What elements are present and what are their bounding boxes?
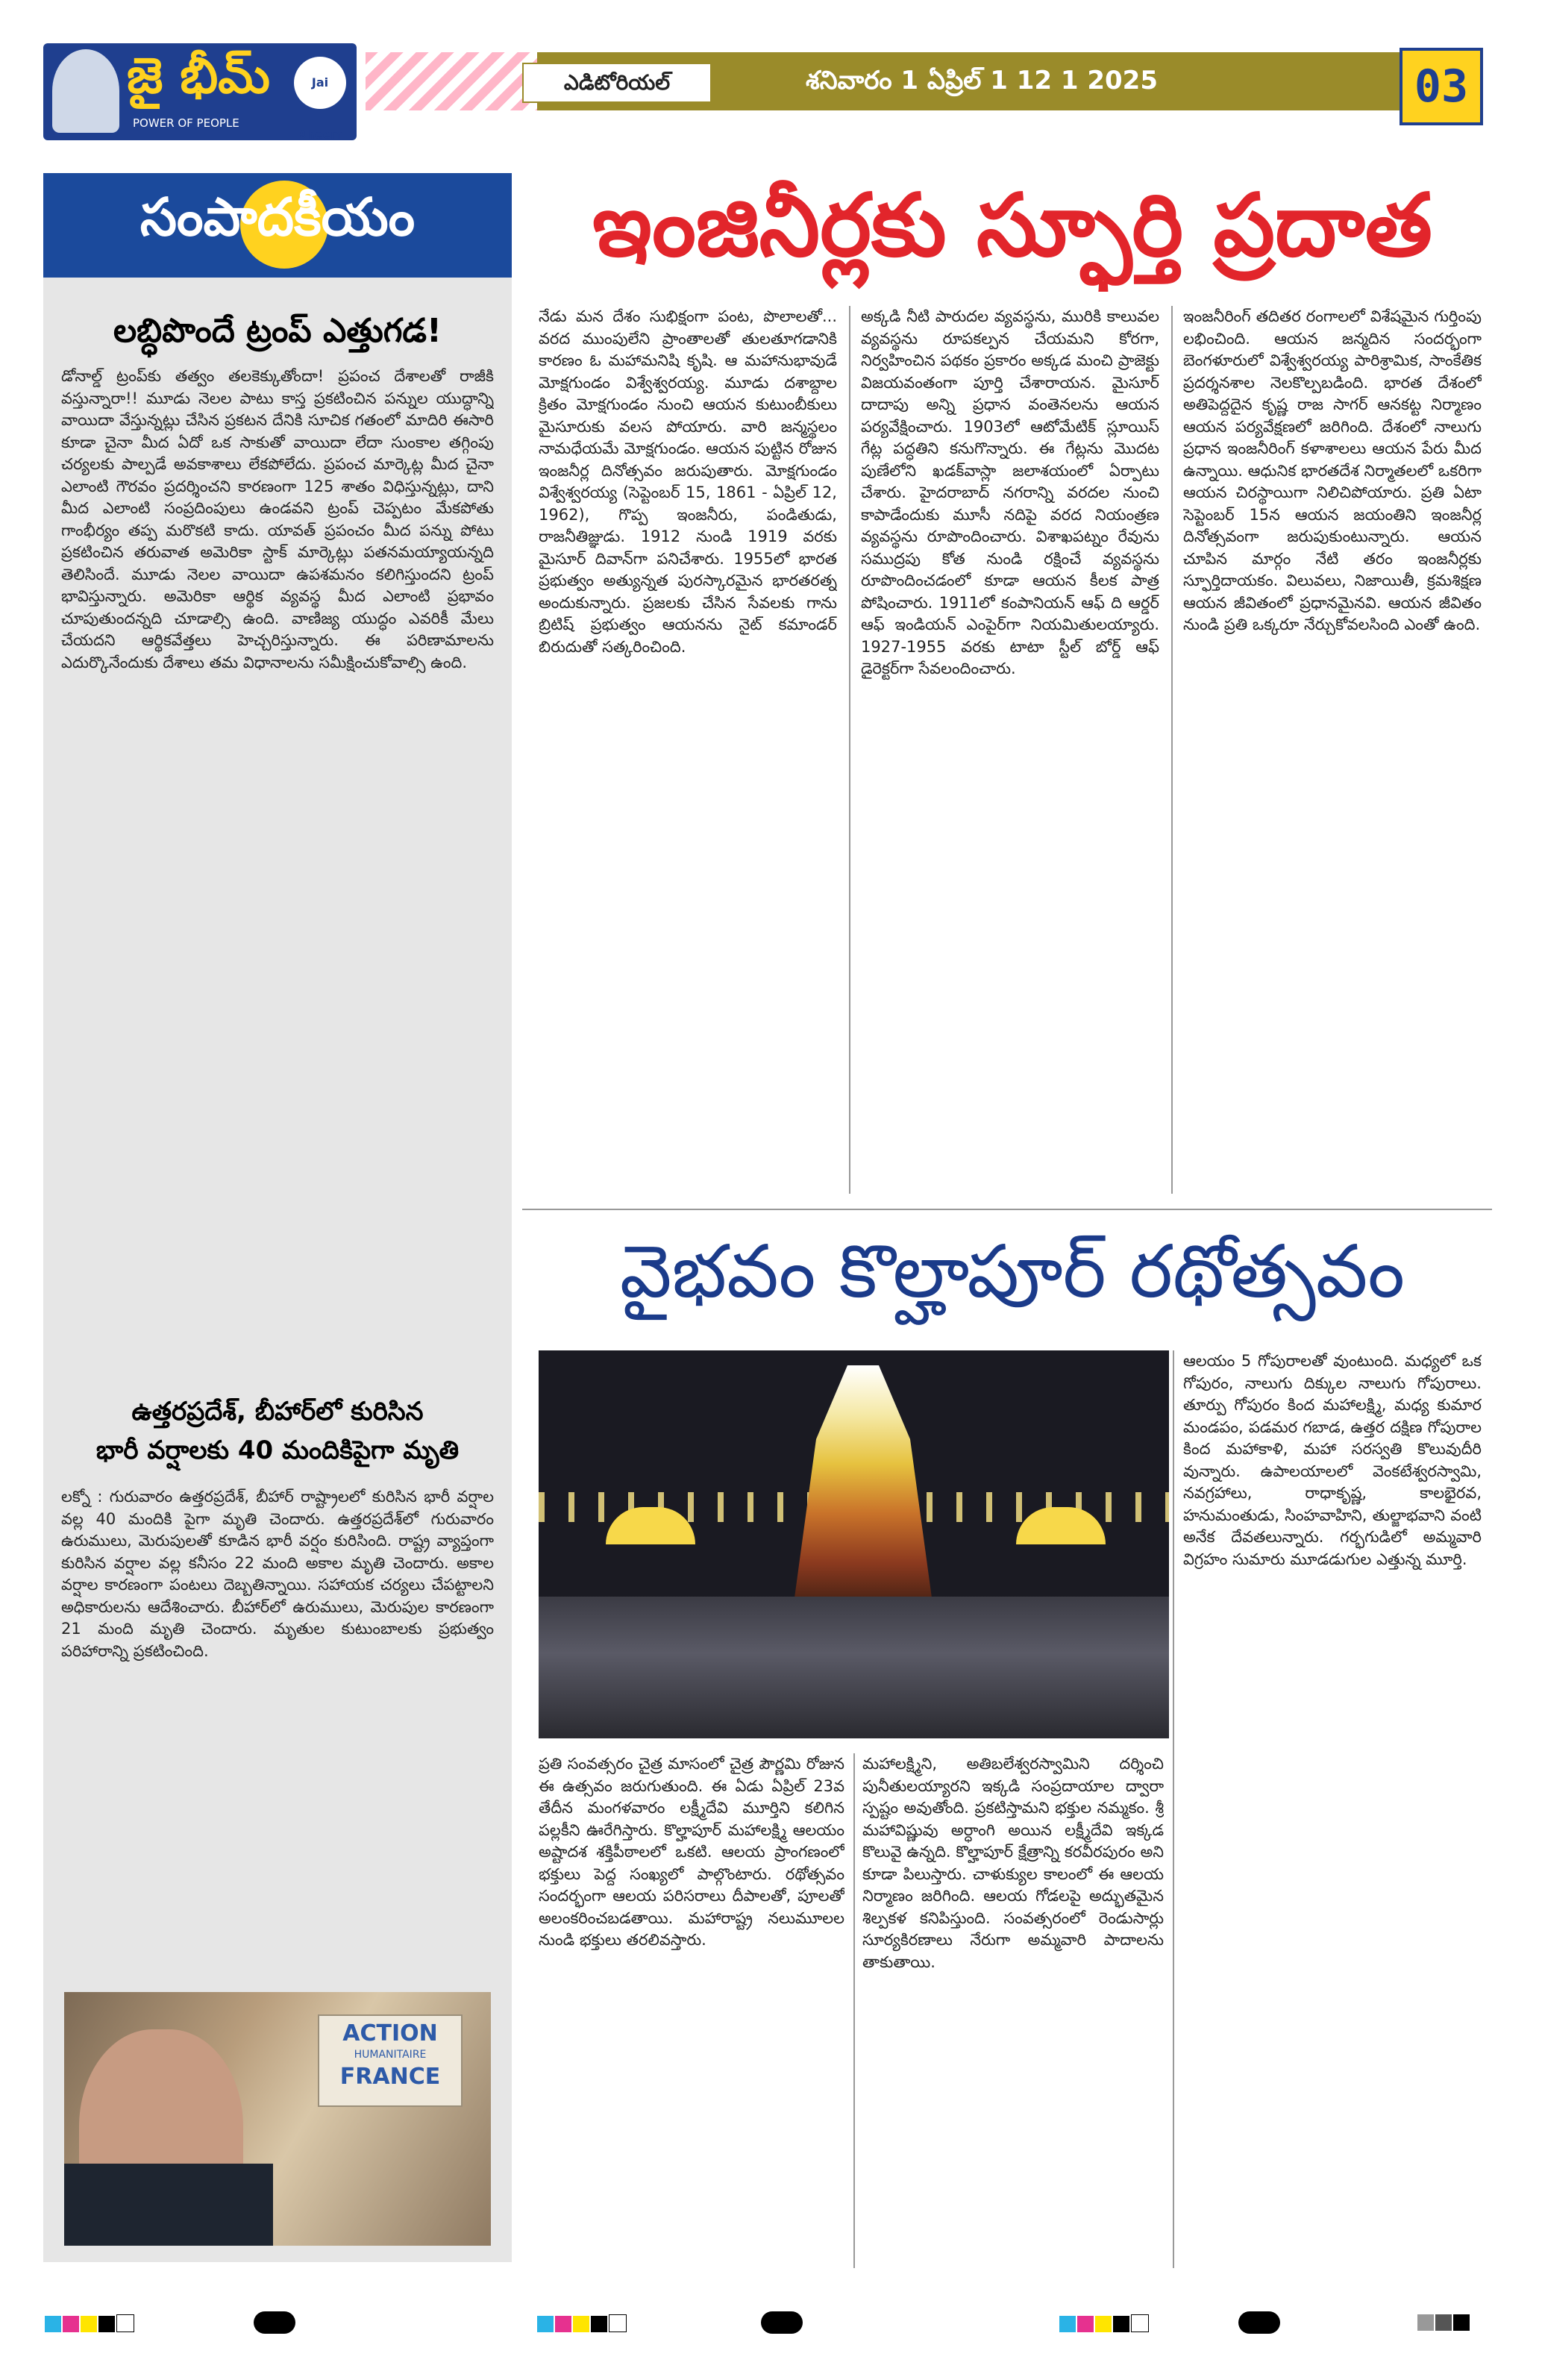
logo-tagline: POWER OF PEOPLE <box>133 116 239 130</box>
section-label: ఎడిటోరియల్ <box>522 63 712 103</box>
page-number: 03 <box>1400 48 1483 125</box>
main-article-col-1: నేడు మన దేశం సుభిక్షంగా పంట, పొలాలతో... వరద ముంపులేని ప్రాంతాలతో తులతూగడానికి కారణం ఓ మహామనిషి కృషి. ఆ మహానుభావుడే మోక్షగుండం విశ్వేశ్వరయ్య. మూడు దశాబ్దాల క్రితం మోక్షగుండం నుంచి ఆయన కుటుంబీకులు మైసూరుకు వలస పోయారు. వారి జన్మస్థలం నామధేయమే మోక్షగుండం. ఆయన పుట్టిన రోజున ఇంజనీర్ల దినోత్సవం జరుపుతారు. మోక్షగుండం విశ్వేశ్వరయ్య (సెప్టెంబర్ 15, 1861 - ఏప్రిల్ 12, 1962), గొప్ప ఇంజనీరు, పండితుడు, రాజనీతిజ్ఞుడు. 1912 నుండి 1919 వరకు మైసూర్ దివాన్‌గా పనిచేశారు. 1955లో భారత ప్రభుత్వం అత్యున్నత పురస్కారమైన భారతరత్న అందుకున్నారు. ప్రజలకు చేసిన సేవలకు గాను బ్రిటిష్ ప్రభుత్వం ఆయనను నైట్ కమాండర్ బిరుదుతో సత్కరించింది. <box>539 307 837 656</box>
registration-marks-mid <box>537 2314 628 2332</box>
chariot <box>785 1365 941 1612</box>
column-divider <box>853 1753 855 2268</box>
registration-pill <box>254 2311 295 2334</box>
chariot-festival-photo <box>539 1350 1169 1738</box>
column-divider <box>1171 306 1173 1194</box>
second-headline: వైభవం కొల్హాపూర్ రథోత్సవం <box>619 1230 1405 1315</box>
column-divider <box>849 306 850 1194</box>
emblem-icon: Jai Bheem <box>294 57 346 109</box>
news-photo <box>64 1992 491 2246</box>
main-article-col-2: అక్కడి నీటి పారుదల వ్యవస్థను, మురికి కాలువల వ్యవస్థను రూపకల్పన చేయమని కోరగా, నిర్వహించిన పథకం ప్రకారం అక్కడ మంచి ప్రాజెక్టు విజయవంతంగా పూర్తి చేశారాయన. మైసూర్ దాదాపు అన్ని ప్రధాన వంతెనలను ఆయన పర్యవేక్షించారు. 1903లో ఆటోమేటిక్ స్లూయిస్ గేట్ల పద్ధతిని కనుగొన్నారు. ఈ గేట్లను మొదట పుణేలోని ఖడక్‌వాస్లా జలాశయంలో ఏర్పాటు చేశారు. హైదరాబాద్ నగరాన్ని వరదల నుంచి కాపాడేందుకు మూసీ నదిపై వరద నియంత్రణ వ్యవస్థను రూపొందించారు. విశాఖపట్నం రేవును సముద్రపు కోత నుండి రక్షించే వ్యవస్థను రూపొందించడంలో కూడా ఆయన కీలక పాత్ర పోషించారు. 1911లో కంపానియన్ ఆఫ్ ది ఆర్డర్ ఆఫ్ ఇండియన్ ఎంపైర్‌గా నియమితులయ్యారు. 1927-1955 వరకు టాటా స్టీల్ బోర్డ్ ఆఫ్ డైరెక్టర్‌గా సేవలందించారు. <box>861 307 1159 677</box>
registration-marks-right <box>1059 2314 1150 2332</box>
logo-title: జై భీమ్ <box>127 46 270 104</box>
section-rule <box>522 1209 1492 1210</box>
sign-text-1: ACTION <box>342 2020 438 2047</box>
portrait-image <box>52 49 119 133</box>
second-article-col-right: ఆలయం 5 గోపురాలతో వుంటుంది. మధ్యలో ఒక గోపురం, నాలుగు దిక్కుల నాలుగు గోపురాలు. తూర్పు గోపురం కింద మహాలక్ష్మి, మధ్య కుమార మండపం, పడమర గబాడ, ఉత్తర దక్షిణ గోపురాల కింద మహాకాళి, మహా సరస్వతి కొలువుదీరి వున్నారు. ఉపాలయాలలో వెంకటేశ్వరస్వామి, నవగ్రహాలు, రాధాకృష్ణ, కాలభైరవ, హనుమంతుడు, సింహవాహిని, తుల్జాభవాని వంటి అనేక దేవతలున్నారు. గర్భగుడిలో అమ్మవారి విగ్రహం సుమారు మూడడుగుల ఎత్తున్న మూర్తి. <box>1183 1352 1482 1568</box>
aid-sign <box>318 2014 463 2107</box>
second-article-col-left: ప్రతి సంవత్సరం చైత్ర మాసంలో చైత్ర పౌర్ణమి రోజున ఈ ఉత్సవం జరుగుతుంది. ఈ ఏడు ఏప్రిల్ 23వ తేదీన మంగళవారం లక్ష్మీదేవి మూర్తిని కలిగిన పల్లకీని ఊరేగిస్తారు. కొల్హాపూర్ మహాలక్ష్మి ఆలయం అష్టాదశ శక్తిపీఠాలలో ఒకటి. ఆలయ ప్రాంగణంలో భక్తులు పెద్ద సంఖ్యలో పాల్గొంటారు. రథోత్సవం సందర్భంగా ఆలయ పరిసరాలు దీపాలతో, పూలతో అలంకరించబడతాయి. మహారాష్ట్ర నలుమూలల నుండి భక్తులు తరలివస్తారు. <box>539 1755 844 1949</box>
column-divider <box>1173 1350 1174 2268</box>
registration-pill <box>761 2311 803 2334</box>
header-stripe <box>366 52 537 110</box>
registration-marks-left <box>45 2314 136 2332</box>
person-suit <box>64 2164 273 2246</box>
crowd <box>539 1597 1169 1738</box>
registration-pill <box>1238 2311 1280 2334</box>
masthead-logo <box>43 43 357 140</box>
sign-text-3: FRANCE <box>339 2064 441 2090</box>
editorial-banner <box>43 173 512 278</box>
main-article-col-3: ఇంజనీరింగ్ తదితర రంగాలలో విశేషమైన గుర్తింపు లభించింది. ఆయన జన్మదిన సందర్భంగా బెంగళూరులో విశ్వేశ్వరయ్య పారిశ్రామిక, సాంకేతిక ప్రదర్శనశాల నెలకొల్పబడింది. భారత దేశంలో అతిపెద్దదైన కృష్ణ రాజ సాగర్ ఆనకట్ట నిర్మాణం ఆయన పర్యవేక్షణలో జరిగింది. దేశంలో నాలుగు ప్రధాన ఇంజనీరింగ్ కళాశాలలు ఆయన పేరు మీద ఉన్నాయి. ఆధునిక భారతదేశ నిర్మాతలలో ఒకరిగా ఆయన చిరస్థాయిగా నిలిచిపోయారు. ప్రతి ఏటా సెప్టెంబర్ 15న ఆయన జయంతిని ఇంజనీర్ల దినోత్సవంగా జరుపుకుంటున్నారు. ఆయన చూపిన మార్గం నేటి తరం ఇంజనీర్లకు స్ఫూర్తిదాయకం. విలువలు, నిజాయితీ, క్రమశిక్షణ ఆయన జీవితంలో ప్రధానమైనవి. ఆయన జీవితం నుండి ప్రతి ఒక్కరూ నేర్చుకోవలసింది ఎంతో ఉంది. <box>1183 307 1482 633</box>
banner-title: సంపాదకీయం <box>140 187 416 248</box>
article-headline: లబ్ధిపొందే ట్రంప్ ఎత్తుగడ! <box>113 312 442 350</box>
second-article-col-mid: మహాలక్ష్మిని, అతిబలేశ్వరస్వామిని దర్శించి పునీతులయ్యారని ఇక్కడి సంప్రదాయాల ద్వారా స్పష్టం అవుతోంది. ప్రకటిస్తామని భక్తుల నమ్మకం. శ్రీ మహావిష్ణువు అర్ధాంగి అయిన లక్ష్మీదేవి ఇక్కడ కొలువై ఉన్నది. కొల్హాపూర్ క్షేత్రాన్ని కరవీరపురం అని కూడా పిలుస్తారు. చాళుక్యుల కాలంలో ఈ ఆలయ నిర్మాణం జరిగింది. ఆలయ గోడలపై అద్భుతమైన శిల్పకళ కనిపిస్తుంది. సంవత్సరంలో రెండుసార్లు సూర్యకిరణాలు నేరుగా అమ్మవారి పాదాలను తాకుతాయి. <box>862 1755 1164 1971</box>
editorial-column <box>43 278 512 2262</box>
sign-text-2: HUMANITAIRE <box>354 2049 427 2061</box>
news-headline-line1: ఉత్తరప్రదేశ్, బీహార్‌లో కురిసిన <box>131 1397 424 1427</box>
issue-date: శనివారం 1 ఏప్రిల్ 1 12 1 2025 <box>806 66 1158 95</box>
registration-marks-far-right <box>1417 2314 1471 2332</box>
news-headline-line2: భారీ వర్షాలకు 40 మందికిపైగా మృతి <box>95 1435 460 1465</box>
article-body: డోనాల్డ్ ట్రంప్‌కు తత్వం తలకెక్కుతోందా! ప్రపంచ దేశాలతో రాజీకి వస్తున్నారా!! మూడు నెలల పాటు కాస్త ప్రకటించిన పన్నుల యుద్ధాన్ని వాయిదా వేస్తున్నట్లు చేసిన ప్రకటన దేనికి సూచిక గతంలో మాదిరి ఈసారి కూడా చైనా మీద ఏదో ఒక సాకుతో వాయిదా లేదా సుంకాల తగ్గింపు చర్యలకు పాల్పడే అవకాశాలు లేకపోలేదు. ప్రపంచ మార్కెట్ల మీద చైనా ఎలాంటి గౌరవం ప్రదర్శించని కారణంగా 125 శాతం విధిస్తున్నట్లు, దాని మీద ఎలాంటి సంప్రదింపులు ఉండవని ట్రంప్ చెప్పటం మేకపోతు గాంభీర్యం తప్ప మరొకటి కాదు. యావత్ ప్రపంచం మీద పన్ను పోటు ప్రకటించిన తరువాత అమెరికా స్టాక్ మార్కెట్లు పతనమయ్యాయన్నది తెలిసిందే. మూడు నెలల వాయిదా ఉపశమనం కలిగిస్తుందని ట్రంప్ భావిస్తున్నారు. అమెరికా ఆర్థిక వ్యవస్థ మీద ఎలాంటి ప్రభావం చూపుతుందన్నది చూడాల్సి ఉంది. వాణిజ్య యుద్ధం ఎవరికీ మేలు చేయదని ఆర్థికవేత్తలు హెచ్చరిస్తున్నారు. ఈ పరిణామాలను ఎదుర్కొనేందుకు దేశాలు తమ విధానాలను సమీక్షించుకోవాల్సి ఉంది. <box>61 367 494 671</box>
main-headline: ఇంజినీర్లకు స్ఫూర్తి ప్రదాత <box>592 175 1432 276</box>
news-body: లక్నో : గురువారం ఉత్తరప్రదేశ్, బీహార్ రాష్ట్రాలలో కురిసిన భారీ వర్షాల వల్ల 40 మందికి పైగా మృతి చెందారు. ఉత్తరప్రదేశ్‌లో గురువారం ఉరుములు, మెరుపులతో కూడిన భారీ వర్షం కురిసింది. రాష్ట్ర వ్యాప్తంగా కురిసిన వర్షాల వల్ల కనీసం 22 మంది అకాల మృతి చెందారు. అకాల వర్షాల కారణంగా పంటలు దెబ్బతిన్నాయి. సహాయక చర్యలు చేపట్టాలని అధికారులను ఆదేశించారు. బీహార్‌లో ఉరుములు, మెరుపుల కారణంగా 21 మంది మృతి చెందారు. మృతుల కుటుంబాలకు ప్రభుత్వం పరిహారాన్ని ప్రకటించింది. <box>61 1488 494 1660</box>
